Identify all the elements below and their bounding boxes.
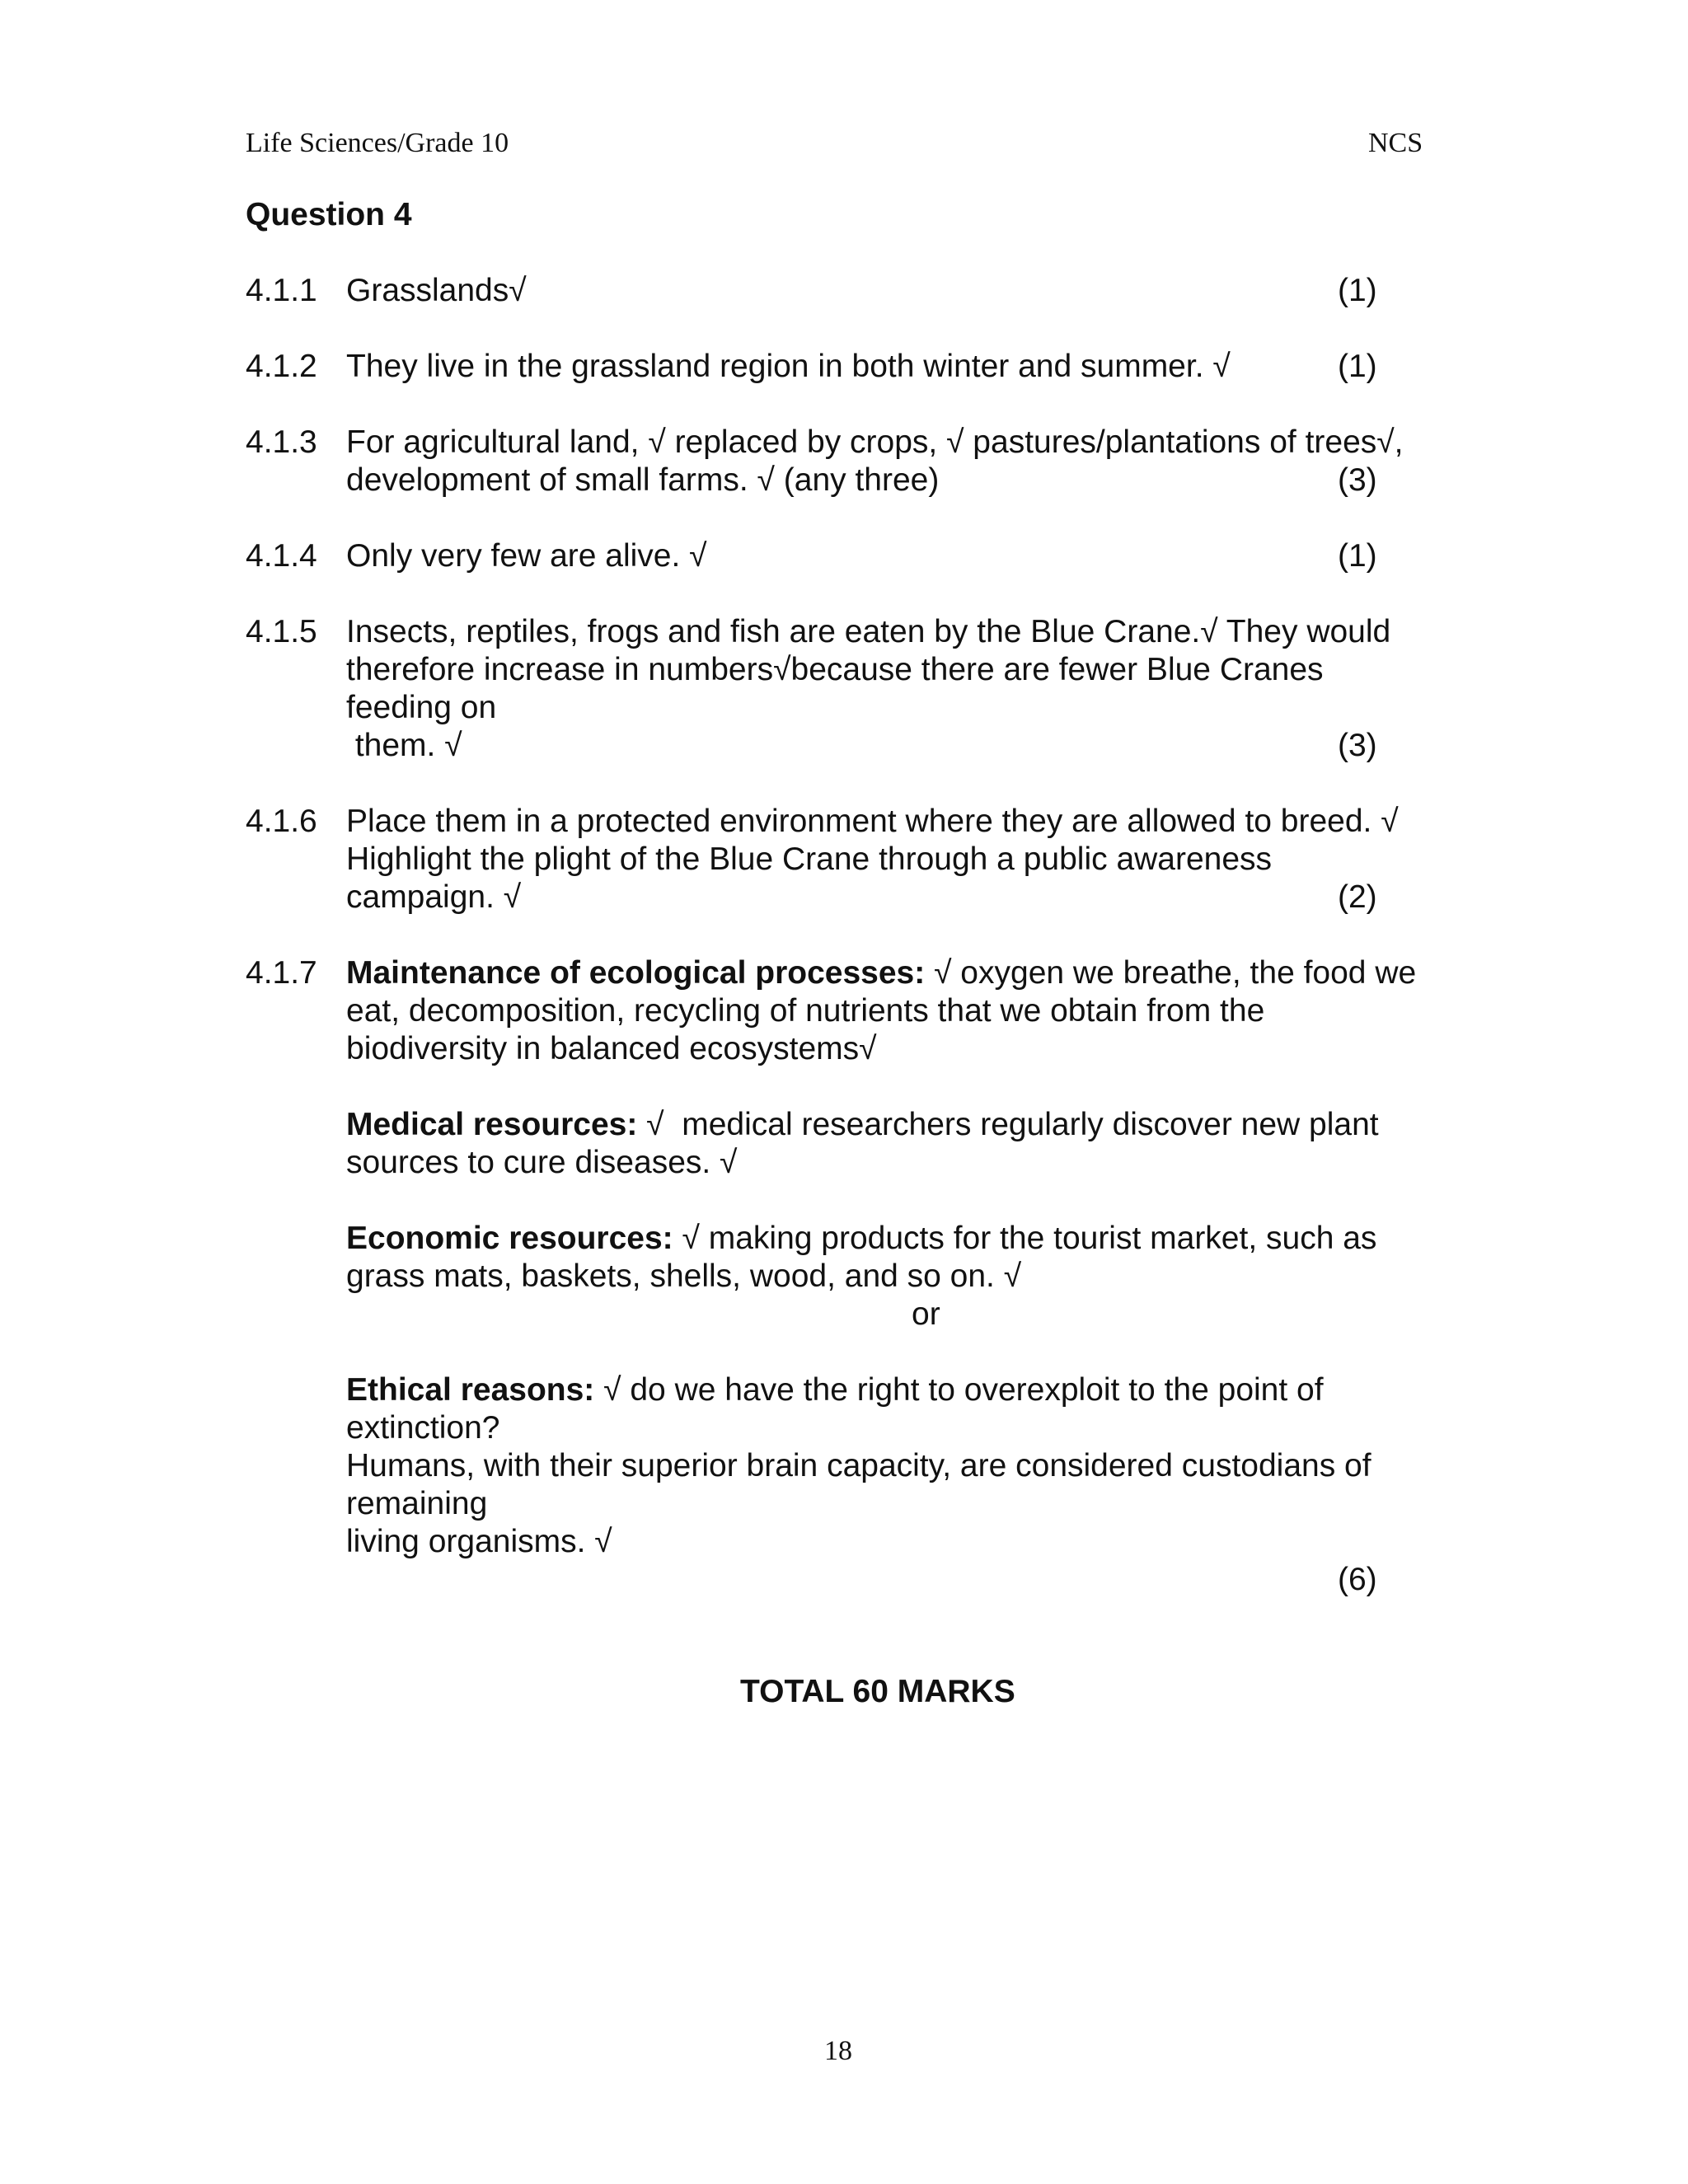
answer-line: extinction? — [346, 1410, 500, 1446]
page-number: 18 — [824, 2036, 852, 2066]
medical-resources-text: √ medical researchers regularly discover new plant — [637, 1107, 1379, 1142]
mark-allocation: (1) — [1338, 538, 1377, 574]
item-number: 4.1.6 — [246, 804, 317, 839]
medical-resources-label: Medical resources: — [346, 1107, 638, 1142]
answer-line: feeding on — [346, 690, 497, 725]
answer-line: them. √ — [346, 728, 462, 763]
answer-line: remaining — [346, 1486, 488, 1521]
answer-line: Humans, with their superior brain capacity, are considered custodians of — [346, 1448, 1372, 1483]
answer-line: therefore increase in numbers√because there are fewer Blue Cranes — [346, 652, 1324, 687]
total-marks: TOTAL 60 MARKS — [740, 1674, 1015, 1709]
mark-allocation: (3) — [1338, 728, 1377, 763]
item-number: 4.1.3 — [246, 424, 317, 460]
answer-line: sources to cure diseases. √ — [346, 1145, 738, 1180]
item-number: 4.1.7 — [246, 955, 317, 991]
question-title: Question 4 — [246, 197, 412, 232]
answer-line: eat, decomposition, recycling of nutrients that we obtain from the — [346, 993, 1265, 1029]
item-number: 4.1.4 — [246, 538, 317, 574]
answer-line: Grasslands√ — [346, 273, 527, 308]
economic-resources-text: √ making products for the tourist market, such as — [673, 1221, 1377, 1256]
mark-allocation: (1) — [1338, 349, 1377, 384]
header-right: NCS — [1368, 128, 1423, 158]
item-number: 4.1.2 — [246, 349, 317, 384]
ethical-reasons-label: Ethical reasons: — [346, 1372, 595, 1408]
item-number: 4.1.5 — [246, 614, 317, 649]
or-separator: or — [912, 1296, 940, 1332]
answer-line: For agricultural land, √ replaced by crops, √ pastures/plantations of trees√, — [346, 424, 1404, 460]
medical-resources-line — [346, 1106, 1379, 1144]
ethical-reasons-line — [346, 1371, 1324, 1409]
item-number: 4.1.1 — [246, 273, 317, 308]
mark-allocation: (3) — [1338, 462, 1377, 498]
answer-line: Highlight the plight of the Blue Crane through a public awareness — [346, 841, 1273, 877]
ethical-reasons-text: √ do we have the right to overexploit to the point of — [594, 1372, 1324, 1408]
economic-resources-label: Economic resources: — [346, 1221, 673, 1256]
header-left: Life Sciences/Grade 10 — [246, 128, 509, 158]
ecological-processes-text: √ oxygen we breathe, the food we — [925, 955, 1417, 991]
answer-line: campaign. √ — [346, 879, 522, 915]
ecological-processes-line — [346, 954, 1416, 992]
answer-line: biodiversity in balanced ecosystems√ — [346, 1031, 877, 1066]
answer-line: grass mats, baskets, shells, wood, and so on. √ — [346, 1258, 1022, 1294]
answer-line: development of small farms. √ (any three) — [346, 462, 940, 498]
answer-line: Insects, reptiles, frogs and fish are eaten by the Blue Crane.√ They would — [346, 614, 1391, 649]
mark-allocation: (1) — [1338, 273, 1377, 308]
mark-allocation: (6) — [1338, 1562, 1377, 1597]
ecological-processes-label: Maintenance of ecological processes: — [346, 955, 926, 991]
answer-line: Only very few are alive. √ — [346, 538, 707, 574]
answer-line: They live in the grassland region in both winter and summer. √ — [346, 349, 1231, 384]
answer-line: living organisms. √ — [346, 1524, 612, 1559]
economic-resources-line — [346, 1220, 1376, 1258]
answer-line: Place them in a protected environment where they are allowed to breed. √ — [346, 804, 1399, 839]
mark-allocation: (2) — [1338, 879, 1377, 915]
